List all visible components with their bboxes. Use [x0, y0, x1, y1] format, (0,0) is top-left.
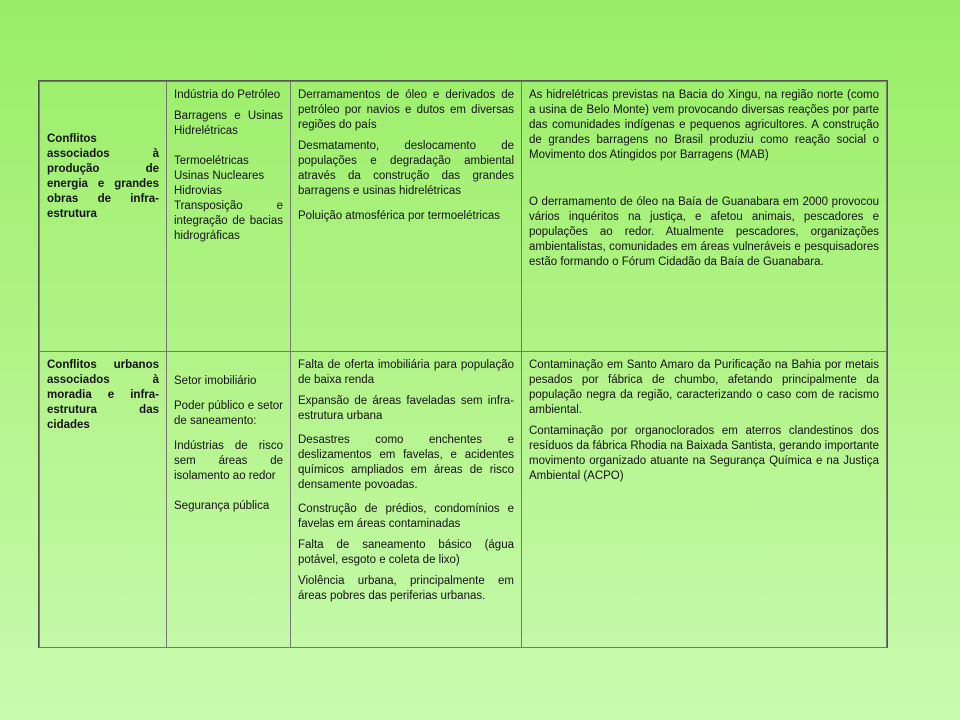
impact-item: Violência urbana, principalmente em áreas pobres das periferias urbanas.	[298, 575, 514, 602]
table-row	[40, 352, 887, 648]
impact-item: Construção de prédios, condomínios e favelas em áreas contaminadas	[298, 503, 514, 530]
example-item: Contaminação em Santo Amaro da Purificação na Bahia por metais pesados por fábrica de chumbo, afetando principalmente da população negra da região, caracterizando o caso com de racismo ambiental.	[529, 359, 879, 416]
sector-item: Indústrias de risco sem áreas de isolamento ao redor	[174, 440, 283, 482]
conflicts-table-container	[38, 80, 888, 648]
sectors-cell-energy	[167, 82, 291, 352]
example-item: As hidrelétricas previstas na Bacia do Xingu, na região norte (como a usina de Belo Monte) vem provocando diversas reações por parte das comunidades indígenas e pequenos agricultores. A construção de grandes barragens no Brasil produziu como reação social o Movimento dos Atingidos por Barragens (MAB)	[529, 89, 879, 161]
impacts-cell-urban	[291, 352, 522, 648]
impact-item: Poluição atmosférica por termoelétricas	[298, 210, 500, 222]
table-row	[40, 82, 887, 352]
sectors-cell-urban	[167, 352, 291, 648]
impact-item: Desastres como enchentes e deslizamentos em favelas, e acidentes químicos ampliados em áreas de risco densamente povoadas.	[298, 434, 514, 491]
impact-item: Falta de saneamento básico (água potável, esgoto e coleta de lixo)	[298, 539, 514, 566]
sector-item: Indústria do Petróleo	[174, 89, 281, 101]
examples-cell-urban	[522, 352, 887, 648]
impacts-cell-energy	[291, 82, 522, 352]
impact-item: Falta de oferta imobiliária para população de baixa renda	[298, 359, 514, 386]
sector-item: Poder público e setor de saneamento:	[174, 400, 283, 427]
sector-item: Setor imobiliário	[174, 375, 257, 387]
sector-item: Termoelétricas	[174, 155, 249, 167]
impact-item: Derramamentos de óleo e derivados de petróleo por navios e dutos em diversas regiões do país	[298, 89, 514, 131]
conflicts-table	[39, 81, 887, 648]
sector-item: Segurança pública	[174, 500, 270, 512]
example-item: Contaminação por organoclorados em aterros clandestinos dos resíduos da fábrica Rhodia na Baixada Santista, gerando importante movimento organizado atuante na Segurança Química e na Justiça Ambiental (ACPO)	[529, 425, 879, 482]
category-cell-energy	[40, 82, 167, 352]
sector-item: Usinas Nucleares	[174, 170, 265, 182]
sector-item: Hidrovias	[174, 185, 222, 197]
category-cell-urban	[40, 352, 167, 648]
impact-item: Desmatamento, deslocamento de populações e degradação ambiental através da construção das grandes barragens e usinas hidrelétricas	[298, 140, 514, 197]
sector-item: Barragens e Usinas Hidrelétricas	[174, 110, 283, 137]
examples-cell-energy	[522, 82, 887, 352]
example-item: O derramamento de óleo na Baía de Guanabara em 2000 provocou vários inquéritos na justiça, e afetou animais, pescadores e populações ao redor. Atualmente pescadores, organizações ambientalistas, comunidades em áreas vulneráveis e pesquisadores estão formando o Fórum Cidadão da Baía de Guanabara.	[529, 196, 879, 268]
sector-item: Transposição e integração de bacias hidrográficas	[174, 200, 283, 242]
impact-item: Expansão de áreas faveladas sem infra-estrutura urbana	[298, 395, 514, 422]
category-label: Conflitos urbanos associados à moradia e infra-estrutura das cidades	[47, 359, 159, 431]
category-label: Conflitos associados à produção de energia e grandes obras de infra-estrutura	[47, 133, 159, 220]
